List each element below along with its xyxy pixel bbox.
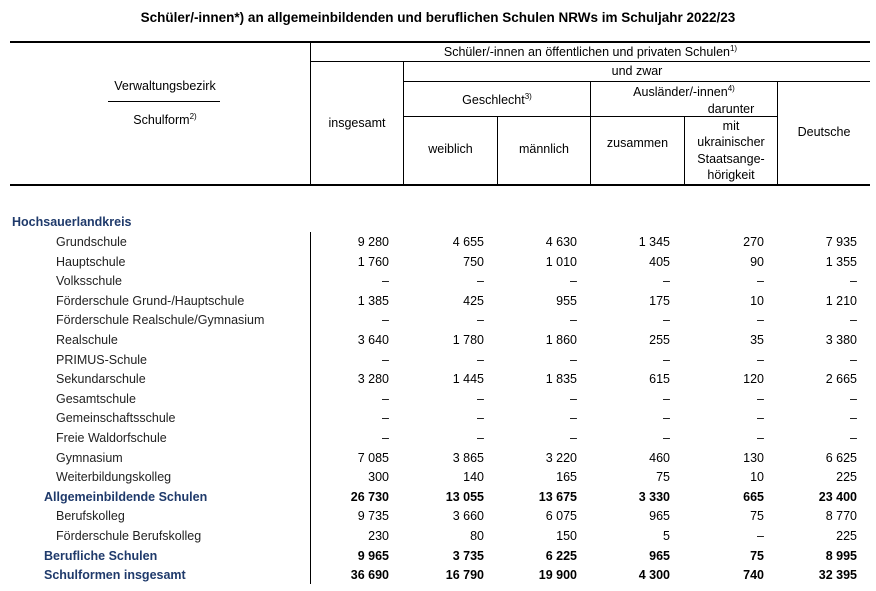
cell-maennlich: – (570, 391, 577, 406)
cell-zusammen: – (663, 352, 670, 367)
cell-insgesamt: – (382, 274, 389, 289)
cell-insgesamt: – (382, 431, 389, 445)
row-label: Gesamtschule (56, 391, 136, 406)
cell-zusammen: 460 (649, 450, 670, 465)
cell-maennlich: 6 075 (545, 509, 577, 524)
header-col-maennlich: männlich (518, 142, 570, 156)
cell-maennlich: 1 010 (545, 254, 577, 269)
header-bottom-rule (10, 184, 870, 186)
cell-weiblich: 3 735 (452, 548, 484, 563)
row-label: Berufskolleg (56, 509, 125, 524)
table-row (0, 507, 876, 527)
cell-ukrainisch: – (757, 352, 764, 367)
cell-ukrainisch: 130 (743, 450, 764, 465)
cell-deutsche: 1 210 (825, 293, 857, 308)
cell-deutsche: 225 (836, 470, 857, 485)
cell-insgesamt: 9 735 (357, 509, 389, 524)
cell-zusammen: 75 (656, 470, 670, 485)
cell-maennlich: – (570, 352, 577, 367)
cell-deutsche: 6 625 (825, 450, 857, 465)
vline-insgesamt (403, 61, 404, 185)
cell-deutsche: 8 995 (825, 548, 857, 563)
cell-ukrainisch: – (757, 391, 764, 406)
cell-weiblich: 140 (463, 470, 484, 485)
cell-zusammen: 4 300 (638, 568, 670, 583)
bezirk-label: Hochsauerlandkreis (12, 215, 132, 229)
cell-deutsche: 7 935 (825, 235, 857, 249)
cell-ukrainisch: – (757, 274, 764, 289)
vline-stub (310, 42, 311, 185)
cell-ukrainisch: 75 (750, 548, 764, 563)
cell-zusammen: 255 (649, 333, 670, 347)
cell-maennlich: – (570, 411, 577, 426)
cell-weiblich: 750 (463, 254, 484, 269)
row-label: Berufliche Schulen (44, 548, 158, 563)
row-label: Gemeinschaftsschule (56, 411, 176, 426)
cell-ukrainisch: – (757, 313, 764, 328)
header-und-zwar: und zwar (611, 64, 663, 78)
cell-weiblich: 1 445 (452, 372, 484, 387)
stub-separator (108, 101, 220, 102)
table-row (0, 370, 876, 390)
cell-ukrainisch: – (757, 529, 764, 543)
cell-weiblich: – (477, 313, 484, 328)
cell-insgesamt: 26 730 (350, 489, 389, 504)
cell-weiblich: 13 055 (445, 489, 484, 504)
cell-maennlich: 955 (556, 293, 577, 308)
cell-zusammen: – (663, 411, 670, 426)
row-label: Realschule (56, 333, 118, 347)
cell-ukrainisch: 10 (750, 470, 764, 485)
header-col-insgesamt: insgesamt (328, 116, 386, 130)
cell-weiblich: 425 (463, 293, 484, 308)
cell-deutsche: 23 400 (818, 489, 857, 504)
cell-ukrainisch: 90 (750, 254, 764, 269)
cell-ukrainisch: 75 (750, 509, 764, 524)
row-label: Hauptschule (56, 254, 126, 269)
cell-deutsche: 32 395 (818, 568, 857, 583)
row-label: Sekundarschule (56, 372, 146, 387)
row-label: Förderschule Grund-/Hauptschule (56, 293, 245, 308)
cell-zusammen: – (663, 391, 670, 406)
cell-deutsche: 3 380 (825, 333, 857, 347)
header-group-main: Schüler/-innen an öffentlichen und privaten Schulen$^{1)}$ (443, 44, 738, 60)
header-geschlecht: Geschlecht$^{3)}$ (462, 92, 532, 108)
row-label: Freie Waldorfschule (56, 431, 167, 445)
cell-maennlich: 6 225 (545, 548, 577, 563)
cell-deutsche: – (850, 411, 857, 426)
header-top-rule (10, 41, 870, 43)
cell-deutsche: 2 665 (825, 372, 857, 387)
cell-weiblich: 16 790 (445, 568, 484, 583)
row-label: Förderschule Berufskolleg (56, 529, 202, 543)
cell-insgesamt: – (382, 411, 389, 426)
cell-deutsche: – (850, 274, 857, 289)
cell-maennlich: – (570, 431, 577, 445)
cell-insgesamt: 1 385 (357, 293, 389, 308)
row-label: Schulformen insgesamt (44, 568, 186, 583)
cell-zusammen: 405 (649, 254, 670, 269)
cell-insgesamt: 9 280 (357, 235, 389, 249)
table-row (0, 429, 876, 449)
cell-weiblich: – (477, 391, 484, 406)
row-label: Gymnasium (56, 450, 123, 465)
table-title: Schüler/-innen*) an allgemeinbildenden und beruflichen Schulen NRWs im Schuljahr 2022/23 (140, 10, 736, 25)
cell-maennlich: 165 (556, 470, 577, 485)
table-row (0, 468, 876, 488)
cell-weiblich: – (477, 411, 484, 426)
header-stub-top: Verwaltungsbezirk (114, 79, 216, 93)
row-label: Weiterbildungskolleg (56, 470, 172, 485)
table-row (0, 409, 876, 429)
cell-maennlich: – (570, 313, 577, 328)
header-stub-bottom: Schulform$^{2)}$ (133, 112, 197, 128)
table-row (0, 547, 876, 567)
header-col-weiblich: weiblich (428, 142, 473, 156)
cell-insgesamt: 3 640 (357, 333, 389, 347)
table-row (0, 233, 876, 253)
header-col-zusammen: zusammen (606, 136, 669, 150)
cell-deutsche: 1 355 (825, 254, 857, 269)
cell-maennlich: 4 630 (545, 235, 577, 249)
cell-insgesamt: 1 760 (357, 254, 389, 269)
cell-ukrainisch: 270 (743, 235, 764, 249)
table-row (0, 488, 876, 508)
cell-insgesamt: 7 085 (357, 450, 389, 465)
cell-zusammen: 1 345 (638, 235, 670, 249)
cell-insgesamt: 9 965 (357, 548, 389, 563)
cell-weiblich: 80 (470, 529, 484, 543)
cell-zusammen: 965 (649, 548, 670, 563)
cell-deutsche: 225 (836, 529, 857, 543)
row-label: Allgemeinbildende Schulen (44, 489, 208, 504)
cell-ukrainisch: 120 (743, 372, 764, 387)
cell-insgesamt: – (382, 313, 389, 328)
cell-weiblich: – (477, 431, 484, 445)
cell-insgesamt: – (382, 352, 389, 367)
cell-deutsche: – (850, 313, 857, 328)
cell-maennlich: 3 220 (545, 450, 577, 465)
table-row (0, 331, 876, 351)
cell-zusammen: 5 (663, 529, 670, 543)
cell-zusammen: 3 330 (638, 489, 670, 504)
table-row (0, 566, 876, 586)
cell-maennlich: 13 675 (538, 489, 577, 504)
cell-ukrainisch: 740 (743, 568, 764, 583)
table-row (0, 272, 876, 292)
header-rule-group (311, 61, 870, 62)
cell-weiblich: 4 655 (452, 235, 484, 249)
header-rule-undzwar (404, 81, 870, 82)
cell-deutsche: – (850, 391, 857, 406)
cell-zusammen: 965 (649, 509, 670, 524)
cell-maennlich: 1 835 (545, 372, 577, 387)
table-row (0, 311, 876, 331)
cell-ukrainisch: 35 (750, 333, 764, 347)
cell-weiblich: 1 780 (452, 333, 484, 347)
header-auslaender: Ausländer/-innen$^{4)}$ (633, 84, 735, 100)
cell-ukrainisch: 10 (750, 293, 764, 308)
cell-insgesamt: 3 280 (357, 372, 389, 387)
table-row (0, 449, 876, 469)
cell-maennlich: – (570, 274, 577, 289)
table-row (0, 527, 876, 547)
row-label: PRIMUS-Schule (56, 352, 147, 367)
cell-ukrainisch: – (757, 411, 764, 426)
header-col-deutsche: Deutsche (797, 125, 851, 139)
cell-weiblich: – (477, 352, 484, 367)
cell-weiblich: – (477, 274, 484, 289)
cell-maennlich: 150 (556, 529, 577, 543)
table-row (0, 390, 876, 410)
cell-maennlich: 1 860 (545, 333, 577, 347)
cell-zusammen: – (663, 431, 670, 445)
cell-deutsche: – (850, 352, 857, 367)
cell-maennlich: 19 900 (538, 568, 577, 583)
row-label: Volksschule (56, 274, 123, 289)
table-row (0, 292, 876, 312)
cell-zusammen: – (663, 313, 670, 328)
cell-zusammen: 175 (649, 293, 670, 308)
table-row (0, 253, 876, 273)
cell-insgesamt: – (382, 391, 389, 406)
row-label: Förderschule Realschule/Gymnasium (56, 313, 265, 328)
row-label: Grundschule (56, 235, 127, 249)
cell-insgesamt: 230 (368, 529, 389, 543)
cell-weiblich: 3 660 (452, 509, 484, 524)
cell-deutsche: 8 770 (825, 509, 857, 524)
cell-ukrainisch: 665 (743, 489, 764, 504)
header-col-ukrainisch: darunter mit ukrainischer Staatsange- hörigkeit (697, 102, 765, 182)
cell-weiblich: 3 865 (452, 450, 484, 465)
cell-zusammen: – (663, 274, 670, 289)
cell-ukrainisch: – (757, 431, 764, 445)
cell-zusammen: 615 (649, 372, 670, 387)
cell-insgesamt: 36 690 (350, 568, 389, 583)
table-row (0, 351, 876, 371)
cell-insgesamt: 300 (368, 470, 389, 485)
cell-deutsche: – (850, 431, 857, 445)
